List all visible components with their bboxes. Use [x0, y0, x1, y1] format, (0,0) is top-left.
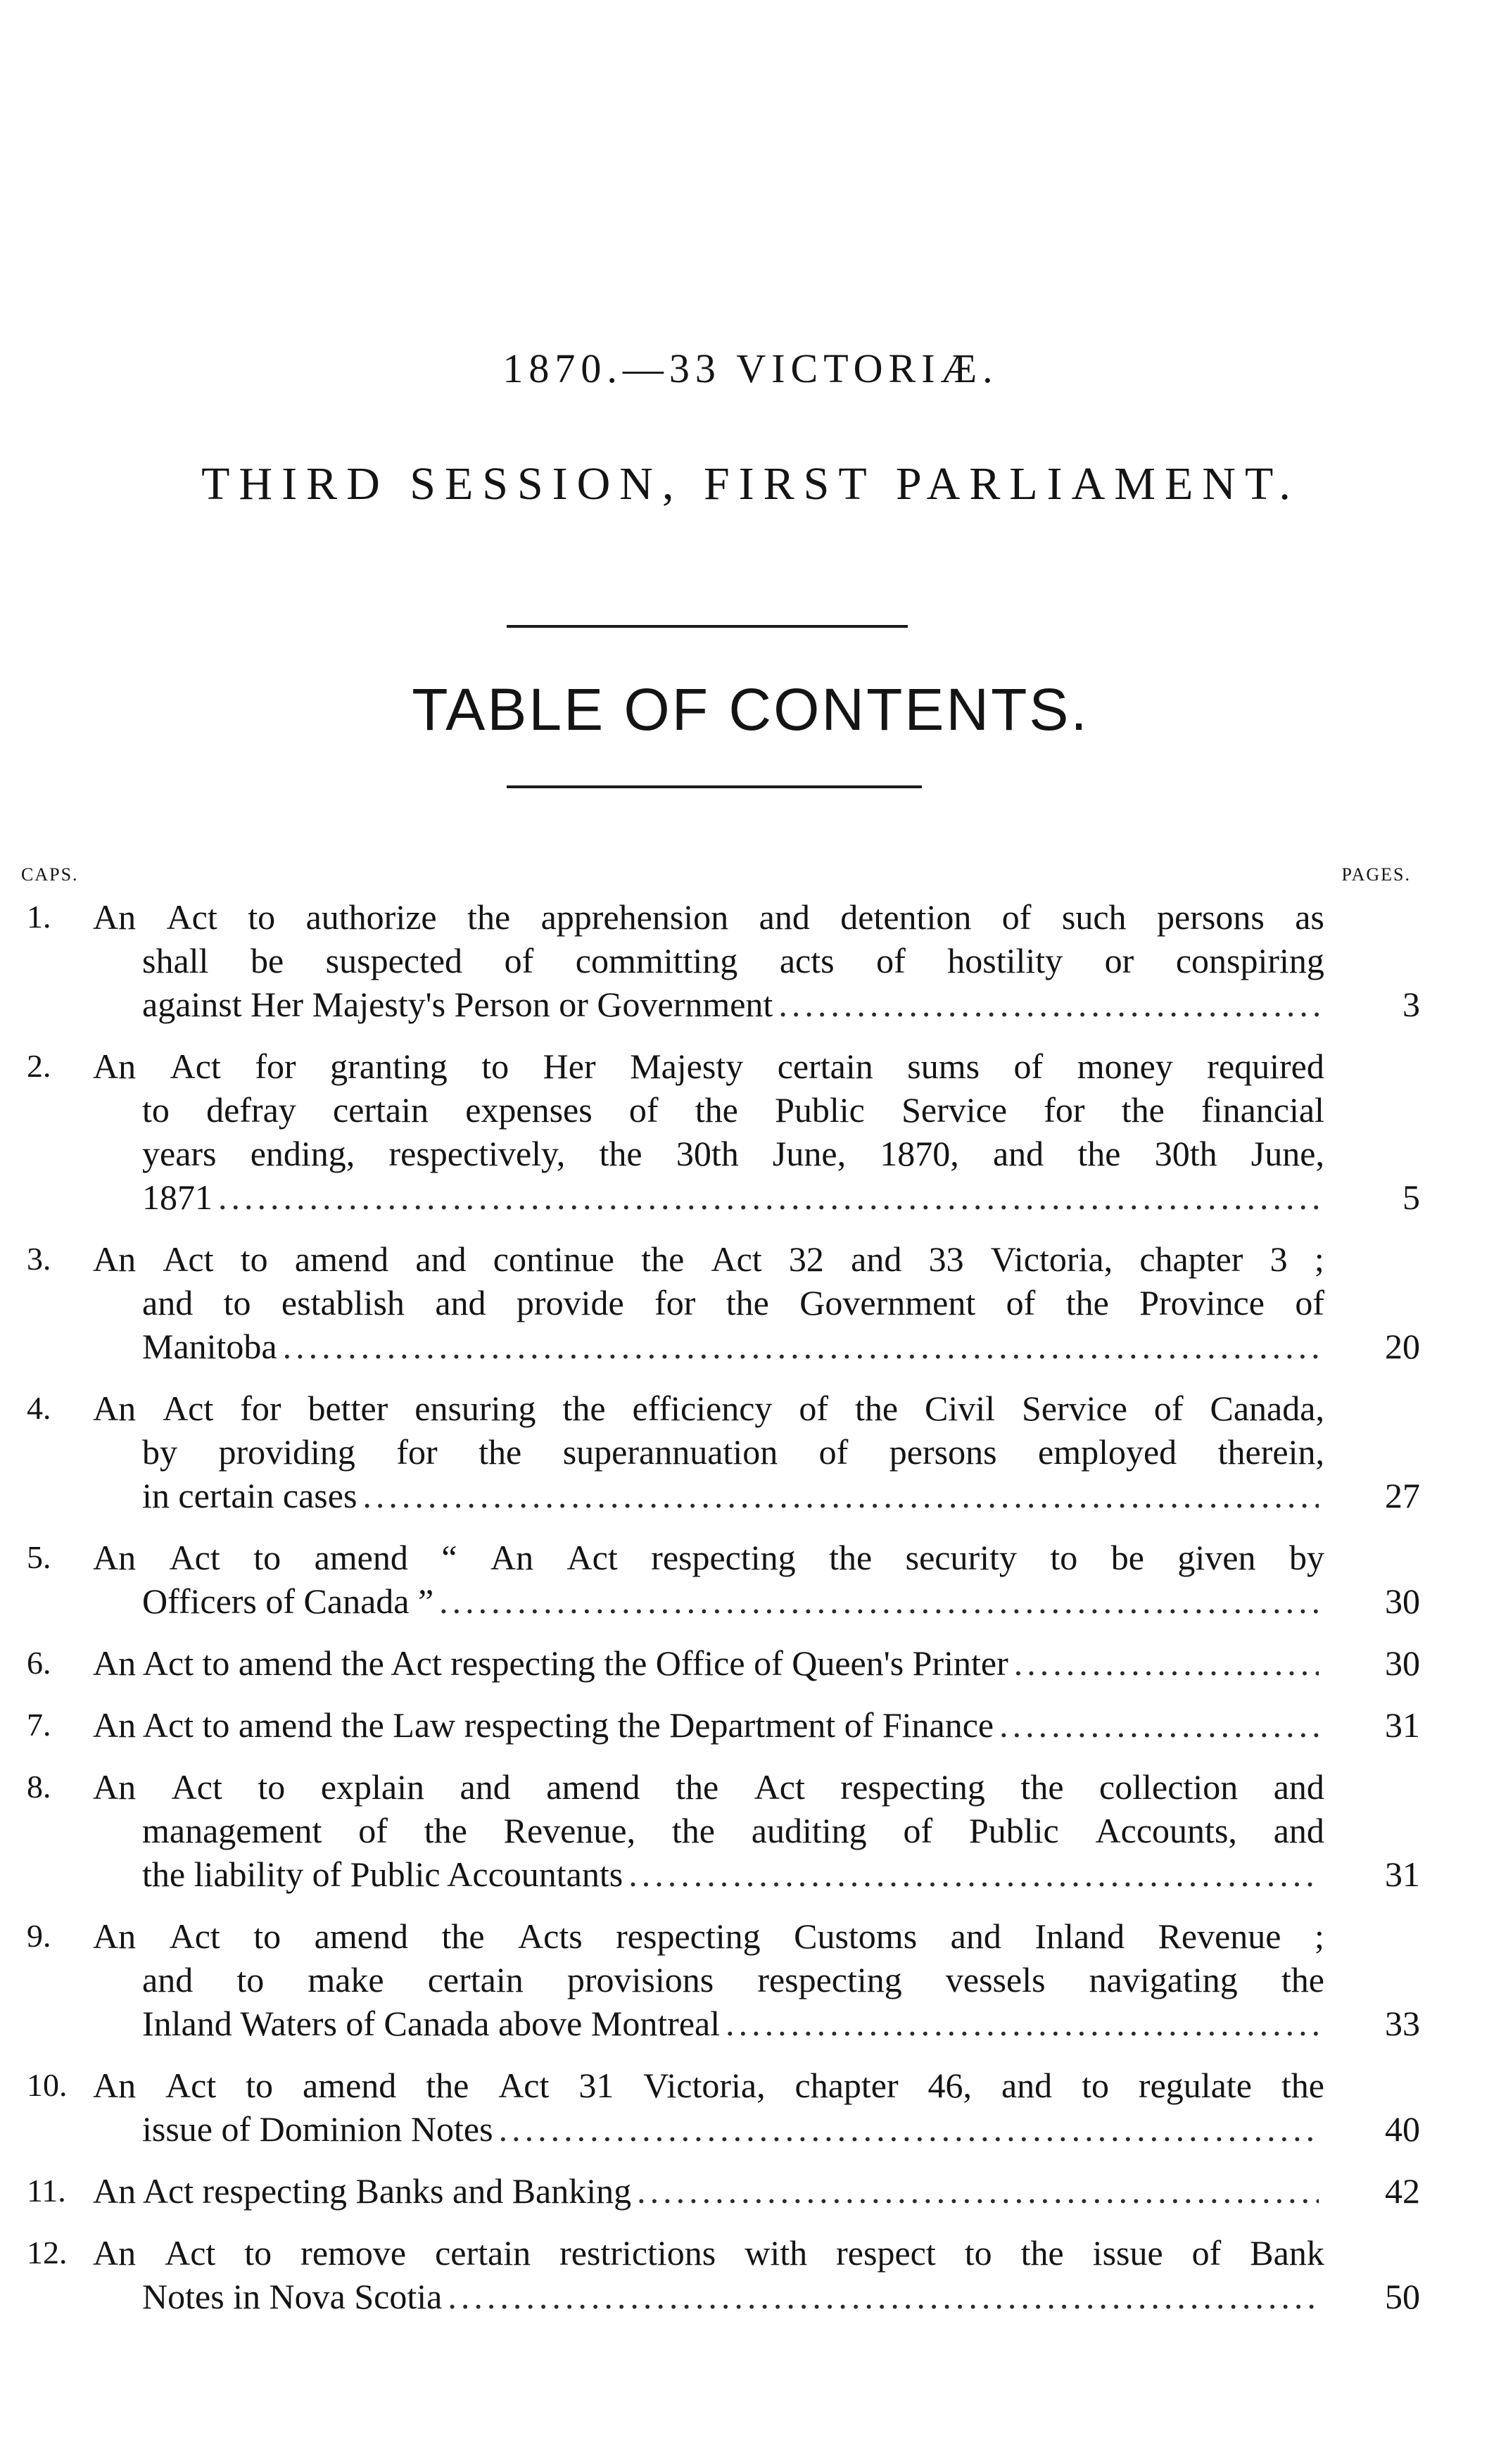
word: the	[676, 1767, 719, 1807]
caps-column-label: CAPS.	[21, 864, 79, 885]
chapter-number: 9.	[27, 1918, 51, 1954]
word: and	[435, 1283, 486, 1322]
word: the	[641, 1239, 685, 1279]
word: shall	[142, 941, 209, 980]
word: the	[1020, 1767, 1064, 1807]
word: required	[1207, 1047, 1324, 1086]
word: Act	[566, 1538, 618, 1577]
word: An	[93, 1389, 137, 1428]
word: the	[829, 1538, 873, 1577]
word: the	[1281, 1960, 1324, 1999]
word: the	[1065, 1283, 1109, 1322]
word: An	[93, 1047, 137, 1086]
word: persons	[1157, 897, 1265, 937]
word: or	[1104, 941, 1134, 980]
dot-leader	[1014, 1641, 1319, 1685]
act-title-text: in certain cases	[142, 1476, 357, 1515]
act-title	[93, 1765, 1324, 1896]
act-title-line	[93, 939, 1324, 983]
pages-column-label: PAGES.	[1341, 864, 1411, 885]
word: Act	[711, 1239, 762, 1279]
word: to	[244, 2233, 272, 2273]
word: An	[93, 2233, 137, 2273]
act-title-line	[93, 1474, 1324, 1517]
toc-entry	[0, 1386, 1501, 1517]
word: hostility	[947, 941, 1063, 980]
act-title-line	[93, 1325, 1324, 1368]
word: defray	[206, 1090, 296, 1130]
word: Service	[901, 1090, 1008, 1130]
act-title-line	[93, 1237, 1324, 1281]
word: 32	[788, 1239, 824, 1279]
word: suspected	[325, 941, 463, 980]
word: Her	[543, 1047, 596, 1086]
act-title	[93, 1536, 1324, 1623]
toc-entry	[0, 1765, 1501, 1896]
act-title-text: Notes in Nova Scotia	[142, 2277, 443, 2316]
word: employed	[1038, 1432, 1177, 1472]
chapter-number: 6.	[27, 1645, 51, 1681]
act-title-line	[93, 1765, 1324, 1809]
word: amend	[294, 1239, 389, 1279]
word: issue	[1092, 2233, 1163, 2273]
word: to	[964, 2233, 992, 2273]
word: to	[253, 1538, 281, 1577]
word: and	[1273, 1767, 1324, 1807]
session-heading: THIRD SESSION, FIRST PARLIAMENT.	[201, 458, 1300, 510]
word: remove	[300, 2233, 407, 2273]
word: 31	[578, 2066, 614, 2105]
word: Civil	[925, 1389, 996, 1428]
chapter-number: 3.	[27, 1241, 51, 1277]
word: respect	[836, 2233, 936, 2273]
word: An	[93, 1538, 137, 1577]
word: and	[460, 1767, 511, 1807]
word: Government	[799, 1283, 976, 1322]
word: of	[876, 941, 906, 980]
word: to	[481, 1047, 509, 1086]
act-title-line	[93, 2231, 1324, 2275]
word: An	[93, 1767, 137, 1807]
word: financial	[1201, 1090, 1324, 1130]
word: certain	[777, 1047, 873, 1086]
word: of	[799, 1389, 829, 1428]
act-title-line	[93, 2169, 1324, 2213]
act-title-text: Manitoba	[142, 1327, 277, 1366]
divider-rule	[507, 625, 908, 628]
word: ending,	[250, 1134, 355, 1173]
word: the	[562, 1389, 606, 1428]
word: of	[1153, 1389, 1184, 1428]
word: apprehension	[540, 897, 729, 937]
page-number: 5	[1402, 1177, 1420, 1217]
word: the	[1077, 1134, 1121, 1173]
word: Canada,	[1210, 1389, 1324, 1428]
act-title	[93, 1703, 1324, 1747]
act-title-line	[93, 2107, 1324, 2151]
act-title	[93, 1914, 1324, 2045]
dot-leader	[499, 2107, 1319, 2151]
chapter-number: 10.	[27, 2067, 68, 2103]
word: Public	[775, 1090, 865, 1130]
dot-leader	[283, 1325, 1319, 1368]
word: be	[1110, 1538, 1144, 1577]
act-title-line	[93, 1536, 1324, 1579]
word: provide	[516, 1283, 624, 1322]
act-title-line	[93, 1579, 1324, 1623]
chapter-number: 4.	[27, 1390, 51, 1426]
toc-entry	[0, 1914, 1501, 2045]
word: to	[142, 1090, 170, 1130]
word: conspiring	[1175, 941, 1324, 980]
word: superannuation	[562, 1432, 778, 1472]
page-number: 30	[1385, 1643, 1420, 1683]
word: An	[93, 897, 137, 937]
page-number: 40	[1385, 2109, 1420, 2149]
word: and	[759, 897, 810, 937]
word: to	[258, 1767, 286, 1807]
word: ;	[1314, 1239, 1324, 1279]
word: ensuring	[414, 1389, 536, 1428]
act-title-text: 1871	[142, 1177, 213, 1217]
word: Act	[163, 1389, 214, 1428]
act-title-line	[93, 1281, 1324, 1325]
word: Act	[171, 1767, 222, 1807]
word: the	[726, 1283, 769, 1322]
word: granting	[330, 1047, 448, 1086]
act-title-line	[93, 2275, 1324, 2318]
page-number: 31	[1385, 1855, 1420, 1894]
word: and	[1001, 2066, 1053, 2105]
word: and	[950, 1916, 1001, 1956]
toc-title: TABLE OF CONTENTS.	[412, 676, 1089, 743]
act-title	[93, 1044, 1324, 1219]
word: Revenue,	[503, 1811, 636, 1850]
divider-rule	[507, 785, 922, 788]
word: respecting	[757, 1960, 902, 1999]
word: Act	[165, 2066, 217, 2105]
word: explain	[320, 1767, 424, 1807]
page-number: 3	[1402, 985, 1420, 1024]
word: certain	[435, 2233, 531, 2273]
word: 33	[928, 1239, 964, 1279]
word: 46,	[927, 2066, 973, 2105]
word: An	[490, 1538, 534, 1577]
page-number: 27	[1385, 1476, 1420, 1515]
word: Acts	[518, 1916, 583, 1956]
word: by	[142, 1432, 177, 1472]
word: such	[1061, 897, 1127, 937]
word: of	[358, 1811, 388, 1850]
act-title-line	[93, 1132, 1324, 1175]
word: navigating	[1089, 1960, 1238, 1999]
word: the	[671, 1811, 715, 1850]
act-title-line	[93, 2064, 1324, 2107]
word: the	[1020, 2233, 1064, 2273]
word: of	[818, 1432, 849, 1472]
chapter-number: 5.	[27, 1539, 51, 1575]
act-title-line	[93, 1958, 1324, 2002]
word: the	[426, 2066, 469, 2105]
word: to	[1050, 1538, 1078, 1577]
word: Act	[165, 2233, 216, 2273]
toc-entry	[0, 2064, 1501, 2151]
word: of	[1006, 1283, 1036, 1322]
word: chapter	[1139, 1239, 1243, 1279]
word: with	[745, 2233, 808, 2273]
word: Public	[968, 1811, 1059, 1850]
word: auditing	[751, 1811, 867, 1850]
page-number: 33	[1385, 2004, 1420, 2043]
word: and	[1273, 1811, 1324, 1850]
act-title-line	[93, 1386, 1324, 1430]
word: chapter	[794, 2066, 899, 2105]
word: of	[628, 1090, 659, 1130]
act-title-line	[93, 1852, 1324, 1896]
word: of	[903, 1811, 933, 1850]
word: Bank	[1250, 2233, 1324, 2273]
word: Majesty	[630, 1047, 744, 1086]
word: persons	[889, 1432, 997, 1472]
word: and	[851, 1239, 902, 1279]
word: An	[93, 2066, 137, 2105]
word: authorize	[305, 897, 437, 937]
word: Victoria,	[990, 1239, 1113, 1279]
word: the	[441, 1916, 485, 1956]
act-title-text: An Act to amend the Act respecting the Office of Queen's Printer	[93, 1643, 1008, 1683]
word: Act	[170, 1047, 221, 1086]
chapter-number: 1.	[27, 899, 51, 935]
toc-entry	[0, 1044, 1501, 1219]
word: of	[1295, 1283, 1324, 1322]
word: respecting	[840, 1767, 985, 1807]
word: for	[255, 1047, 296, 1086]
word: security	[905, 1538, 1017, 1577]
word: expenses	[465, 1090, 593, 1130]
act-title	[93, 895, 1324, 1026]
word: and	[992, 1134, 1044, 1173]
act-title	[93, 2169, 1324, 2213]
word: Province	[1139, 1283, 1265, 1322]
toc-entry	[0, 1703, 1501, 1747]
act-title-line	[93, 1175, 1324, 1219]
dot-leader	[448, 2275, 1319, 2318]
chapter-number: 12.	[27, 2235, 68, 2270]
act-title-text: the liability of Public Accountants	[142, 1855, 623, 1894]
word: better	[308, 1389, 388, 1428]
page-number: 20	[1385, 1327, 1420, 1366]
act-title-line	[93, 1809, 1324, 1852]
word: for	[1044, 1090, 1085, 1130]
word: respectively,	[388, 1134, 566, 1173]
page-number: 30	[1385, 1581, 1420, 1621]
act-title	[93, 2231, 1324, 2318]
act-title-text: An Act to amend the Law respecting the Department of Finance	[93, 1705, 994, 1745]
word: and	[142, 1960, 194, 1999]
word: to	[240, 1239, 268, 1279]
page-number: 31	[1385, 1705, 1420, 1745]
word: restrictions	[559, 2233, 716, 2273]
dot-leader	[362, 1474, 1319, 1517]
word: amend	[546, 1767, 640, 1807]
word: Customs	[794, 1916, 918, 1956]
word: Act	[754, 1767, 805, 1807]
word: An	[93, 1916, 137, 1956]
word: amend	[314, 1916, 408, 1956]
word: detention	[840, 897, 972, 937]
act-title-line	[93, 983, 1324, 1026]
act-title-line	[93, 1044, 1324, 1088]
word: Inland	[1034, 1916, 1125, 1956]
toc-entry	[0, 2231, 1501, 2318]
act-title-text: issue of Dominion Notes	[142, 2109, 493, 2149]
word: amend	[314, 1538, 408, 1577]
word: June,	[1250, 1134, 1324, 1173]
word: the	[599, 1134, 642, 1173]
word: Service	[1022, 1389, 1127, 1428]
word: the	[1121, 1090, 1165, 1130]
word: Act	[498, 2066, 550, 2105]
dot-leader	[726, 2002, 1319, 2045]
word: to	[1082, 2066, 1109, 2105]
act-title	[93, 2064, 1324, 2151]
act-title	[93, 1386, 1324, 1517]
word: establish	[281, 1283, 405, 1322]
chapter-number: 8.	[27, 1769, 51, 1805]
word: to	[246, 2066, 274, 2105]
word: An	[93, 1239, 137, 1279]
regnal-year-heading: 1870.—33 VICTORIÆ.	[502, 346, 999, 391]
word: respecting	[616, 1916, 761, 1956]
word: 30th	[1154, 1134, 1217, 1173]
word: to	[223, 1283, 251, 1322]
act-title-line	[93, 2002, 1324, 2045]
word: vessels	[945, 1960, 1046, 1999]
word: the	[424, 1811, 467, 1850]
word: provisions	[566, 1960, 714, 1999]
word: providing	[218, 1432, 355, 1472]
word: the	[695, 1090, 738, 1130]
chapter-number: 11.	[27, 2173, 66, 2209]
word: 30th	[676, 1134, 739, 1173]
word: Revenue	[1158, 1916, 1281, 1956]
act-title	[93, 1237, 1324, 1368]
word: Act	[163, 1239, 214, 1279]
word: and	[142, 1283, 194, 1322]
dot-leader	[999, 1703, 1319, 1747]
word: certain	[427, 1960, 524, 1999]
toc-entry	[0, 1641, 1501, 1685]
chapter-number: 7.	[27, 1707, 51, 1743]
word: of	[1191, 2233, 1222, 2273]
word: money	[1077, 1047, 1173, 1086]
dot-leader	[628, 1852, 1319, 1896]
word: of	[504, 941, 534, 980]
word: by	[1288, 1538, 1324, 1577]
word: 1870,	[880, 1134, 959, 1173]
act-title-line	[93, 895, 1324, 939]
word: to	[236, 1960, 265, 1999]
dot-leader	[778, 983, 1319, 1026]
word: June,	[772, 1134, 847, 1173]
act-title-line	[93, 1430, 1324, 1474]
word: for	[240, 1389, 281, 1428]
word: regulate	[1138, 2066, 1252, 2105]
word: Act	[169, 1916, 220, 1956]
word: the	[467, 897, 511, 937]
word: Victoria,	[643, 2066, 766, 2105]
toc-entry	[0, 1237, 1501, 1368]
act-title-line	[93, 1088, 1324, 1132]
word: to	[253, 1916, 281, 1956]
word: years	[142, 1134, 217, 1173]
word: management	[142, 1811, 322, 1850]
dot-leader	[637, 2169, 1319, 2213]
page-number: 42	[1385, 2171, 1420, 2211]
word: the	[1281, 2066, 1324, 2105]
word: certain	[333, 1090, 429, 1130]
word: therein,	[1217, 1432, 1324, 1472]
word: given	[1177, 1538, 1256, 1577]
act-title-text: Officers of Canada ”	[142, 1581, 434, 1621]
word: for	[396, 1432, 438, 1472]
act-title-line	[93, 1703, 1324, 1747]
act-title-text: against Her Majesty's Person or Government	[142, 985, 773, 1024]
word: sums	[907, 1047, 980, 1086]
chapter-number: 2.	[27, 1048, 51, 1084]
word: and	[415, 1239, 467, 1279]
word: efficiency	[632, 1389, 773, 1428]
toc-entry	[0, 1536, 1501, 1623]
word: 3	[1269, 1239, 1288, 1279]
word: as	[1295, 897, 1324, 937]
word: ;	[1314, 1916, 1324, 1956]
word: continue	[493, 1239, 614, 1279]
word: committing	[575, 941, 738, 980]
word: respecting	[651, 1538, 796, 1577]
dot-leader	[439, 1579, 1319, 1623]
word: to	[248, 897, 276, 937]
word: “	[441, 1538, 457, 1577]
word: the	[479, 1432, 522, 1472]
word: amend	[302, 2066, 397, 2105]
word: of	[1013, 1047, 1044, 1086]
word: acts	[779, 941, 835, 980]
word: Act	[169, 1538, 220, 1577]
act-title-line	[93, 1641, 1324, 1685]
word: of	[1001, 897, 1032, 937]
act-title	[93, 1641, 1324, 1685]
word: be	[250, 941, 284, 980]
word: for	[654, 1283, 696, 1322]
act-title-text: An Act respecting Banks and Banking	[93, 2171, 632, 2211]
act-title-text: Inland Waters of Canada above Montreal	[142, 2004, 721, 2043]
act-title-line	[93, 1914, 1324, 1958]
word: collection	[1099, 1767, 1239, 1807]
toc-entry	[0, 895, 1501, 1026]
word: Act	[166, 897, 217, 937]
dot-leader	[218, 1175, 1319, 1219]
word: make	[308, 1960, 384, 1999]
word: the	[854, 1389, 899, 1428]
toc-entry	[0, 2169, 1501, 2213]
word: Accounts,	[1095, 1811, 1237, 1850]
page-number: 50	[1385, 2277, 1420, 2316]
